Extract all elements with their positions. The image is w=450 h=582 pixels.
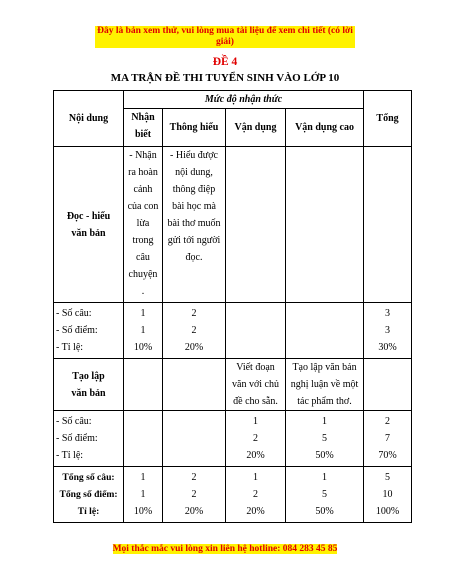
empty-cell	[124, 359, 163, 411]
sec1-total-stats	[364, 303, 412, 359]
desc-line: của con	[127, 201, 159, 212]
stat-value: 10	[382, 489, 393, 500]
header-level: Mức độ nhận thức	[124, 91, 364, 109]
sec2-van-dung-desc	[226, 359, 286, 411]
stat-value: 3	[385, 325, 391, 336]
sec1-nhan-biet-desc	[124, 147, 163, 303]
desc-line: gửi tới người	[167, 235, 221, 246]
stat-value: 2	[191, 325, 197, 336]
stat-value: 20%	[246, 506, 265, 517]
desc-line: thông điệp	[172, 184, 216, 195]
empty-cell	[226, 303, 286, 359]
stat-value: 20%	[246, 450, 265, 461]
stat-value: 1	[140, 472, 146, 483]
desc-line: văn với chủ	[232, 379, 279, 390]
header-content: Nội dung	[54, 91, 124, 147]
sec2-van-dung-cao-desc	[286, 359, 364, 411]
sec1-nb-stats	[124, 303, 163, 359]
sum-vdc-stats	[286, 467, 364, 523]
stat-label: - Số điểm:	[56, 433, 98, 444]
stat-value: 5	[385, 472, 391, 483]
preview-banner: Đây là bản xem thử, vui lòng mua tài liệu để xem chi tiết (có lời giải)	[95, 26, 355, 48]
stat-value: 1	[322, 472, 328, 483]
desc-line: đề cho sẵn.	[233, 396, 278, 407]
summary-label: Tổng số điểm:	[59, 489, 118, 500]
stat-value: 2	[253, 489, 258, 500]
sec2-vd-stats	[226, 411, 286, 467]
empty-cell	[163, 359, 226, 411]
stat-value: 1	[140, 308, 146, 319]
desc-line: trong	[132, 235, 154, 246]
stat-label: - Số điểm:	[56, 325, 98, 336]
sec1-thong-hieu-desc	[163, 147, 226, 303]
hotline-text: Mọi thắc mắc vui lòng xin liên hệ hotline: 084 283 45 85	[112, 544, 338, 554]
empty-cell	[226, 147, 286, 303]
sum-th-stats	[163, 467, 226, 523]
empty-cell	[364, 147, 412, 303]
stat-label: - Số câu:	[56, 308, 92, 319]
sum-nb-stats	[124, 467, 163, 523]
sec1-th-stats	[163, 303, 226, 359]
empty-cell	[286, 303, 364, 359]
desc-line: ra hoàn	[128, 167, 158, 178]
stat-value: 1	[322, 416, 328, 427]
stat-value: 70%	[378, 450, 397, 461]
desc-line: nội dung,	[175, 167, 213, 178]
desc-line: tác phẩm thơ.	[297, 396, 352, 407]
stat-value: 30%	[378, 342, 397, 353]
desc-line: lừa	[136, 218, 150, 229]
stat-labels	[54, 303, 124, 359]
stat-value: 5	[322, 433, 328, 444]
sum-vd-stats	[226, 467, 286, 523]
desc-line: chuyện	[128, 269, 158, 280]
stat-value: 3	[385, 308, 391, 319]
empty-cell	[286, 147, 364, 303]
stat-value: 20%	[184, 342, 204, 353]
stat-value: 2	[385, 416, 391, 427]
section-tao-lap	[54, 359, 124, 411]
stat-value: 100%	[375, 506, 400, 517]
summary-label: Tổng số câu:	[62, 472, 115, 483]
header-van-dung: Vận dụng	[226, 109, 286, 147]
stat-value: 1	[253, 472, 258, 483]
summary-label: Tỉ lệ:	[77, 506, 100, 517]
summary-labels	[54, 467, 124, 523]
header-nhan-biet-line: Nhận	[131, 112, 155, 123]
desc-line: - Hiểu được	[170, 150, 218, 161]
stat-value: 50%	[315, 450, 334, 461]
stat-value: 2	[191, 308, 197, 319]
stat-value: 50%	[315, 506, 334, 517]
sum-total-stats	[364, 467, 412, 523]
header-van-dung-cao: Vận dụng cao	[286, 109, 364, 147]
desc-line: bài thơ muốn	[167, 218, 221, 229]
header-nhan-biet	[124, 109, 163, 147]
stat-value: 10%	[133, 506, 153, 517]
sec2-total-stats	[364, 411, 412, 467]
section-name-line: Đọc - hiểu	[66, 210, 111, 222]
exam-matrix-table	[53, 90, 412, 523]
stat-labels	[54, 411, 124, 467]
stat-value: 10%	[133, 342, 153, 353]
footer	[0, 538, 450, 556]
desc-line: Tạo lập văn bản	[292, 362, 357, 373]
stat-value: 1	[140, 325, 146, 336]
desc-line: Viết đoạn	[236, 362, 275, 373]
stat-label: - Tỉ lệ:	[56, 450, 84, 461]
stat-value: 20%	[184, 506, 204, 517]
stat-value: 7	[385, 433, 391, 444]
header-thong-hieu: Thông hiểu	[163, 109, 226, 147]
stat-value: 2	[191, 489, 197, 500]
stat-value: 1	[140, 489, 146, 500]
desc-line: nghị luận về một	[290, 379, 359, 390]
empty-cell	[163, 411, 226, 467]
desc-line: .	[141, 286, 145, 297]
stat-label: - Tỉ lệ:	[56, 342, 84, 353]
section-name-line: văn bản	[71, 227, 106, 239]
empty-cell	[124, 411, 163, 467]
stat-value: 1	[253, 416, 258, 427]
section-name-line: Tạo lập	[72, 370, 105, 382]
desc-line: cảnh	[133, 184, 153, 195]
header-nhan-biet-line: biết	[134, 129, 152, 140]
desc-line: đọc.	[185, 252, 203, 263]
header-total: Tổng	[364, 91, 412, 147]
desc-line: câu	[136, 252, 150, 263]
section-name-line: văn bản	[71, 387, 106, 399]
stat-label: - Số câu:	[56, 416, 92, 427]
stat-value: 5	[322, 489, 328, 500]
sec2-vdc-stats	[286, 411, 364, 467]
section-doc-hieu	[54, 147, 124, 303]
page-title: MA TRẬN ĐỀ THI TUYỂN SINH VÀO LỚP 10	[110, 72, 340, 84]
stat-value: 2	[191, 472, 197, 483]
empty-cell	[364, 359, 412, 411]
desc-line: bài học mà	[172, 201, 216, 212]
desc-line: - Nhận	[129, 150, 157, 161]
stat-value: 2	[253, 433, 258, 444]
exam-label: ĐỀ 4	[212, 56, 238, 68]
